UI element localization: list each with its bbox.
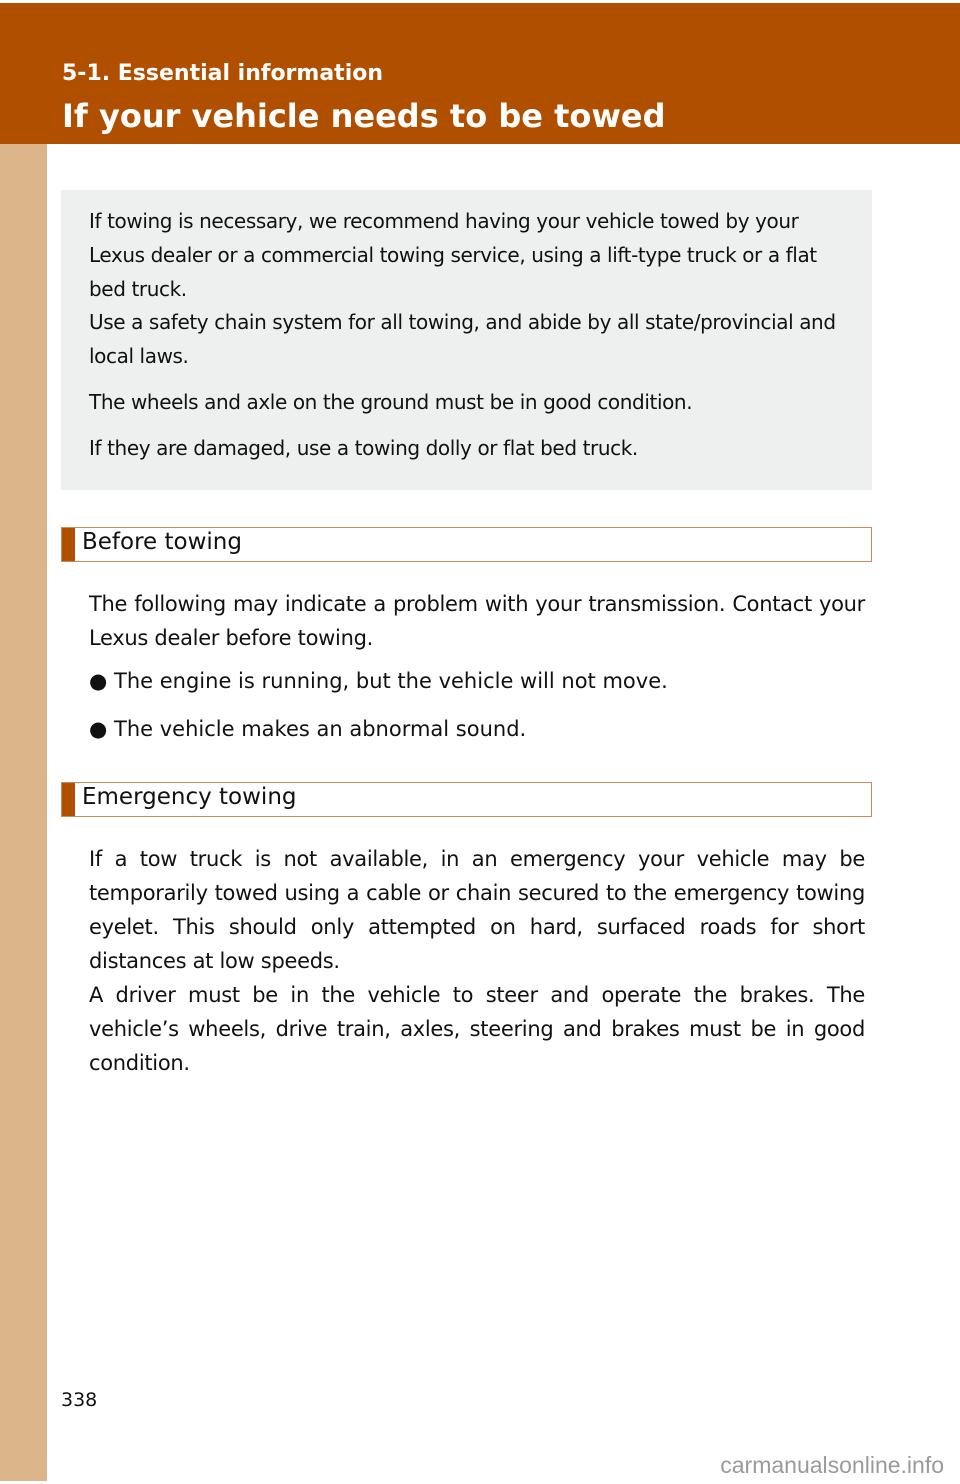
watermark: carmanualsonline.info	[720, 1452, 944, 1478]
page-number: 338	[61, 1389, 98, 1411]
bullet-item: ● The vehicle makes an abnormal sound.	[89, 717, 527, 741]
heading-text: Emergency towing	[82, 784, 297, 810]
chapter-header	[0, 3, 960, 144]
page-title: If your vehicle needs to be towed	[62, 97, 666, 135]
intro-paragraph: If they are damaged, use a towing dolly or flat bed truck.	[89, 436, 638, 460]
intro-paragraph: The wheels and axle on the ground must be in good condition.	[89, 390, 693, 414]
before-text: The following may indicate a problem with your transmission. Contact your Lexus dealer before towing.	[89, 592, 865, 650]
bullet-icon: ●	[89, 717, 108, 741]
heading-text: Before towing	[82, 529, 242, 555]
emergency-paragraph: If a tow truck is not available, in an emergency your vehicle may be temporarily towed using a cable or chain secured to the emergency towing eyelet. This should only attempted on hard, surfaced roads for short distances at low speeds.	[89, 847, 865, 973]
intro-paragraph: If towing is necessary, we recommend having your vehicle towed by your Lexus dealer or a commercial towing service, using a lift-type truck or a flat bed truck.	[89, 209, 817, 301]
heading-before-towing	[61, 527, 872, 562]
heading-emergency-towing	[61, 782, 872, 817]
intro-paragraph: Use a safety chain system for all towing, and abide by all state/provincial and local laws.	[89, 310, 836, 368]
emergency-paragraph: A driver must be in the vehicle to steer and operate the brakes. The vehicle’s wheels, drive train, axles, steering and brakes must be in good condition.	[89, 983, 865, 1075]
bullet-item: ● The engine is running, but the vehicle will not move.	[89, 669, 668, 693]
intro-box	[61, 190, 872, 490]
side-margin-band	[0, 144, 47, 1481]
section-label: 5-1. Essential information	[62, 61, 384, 86]
bullet-icon: ●	[89, 669, 108, 693]
